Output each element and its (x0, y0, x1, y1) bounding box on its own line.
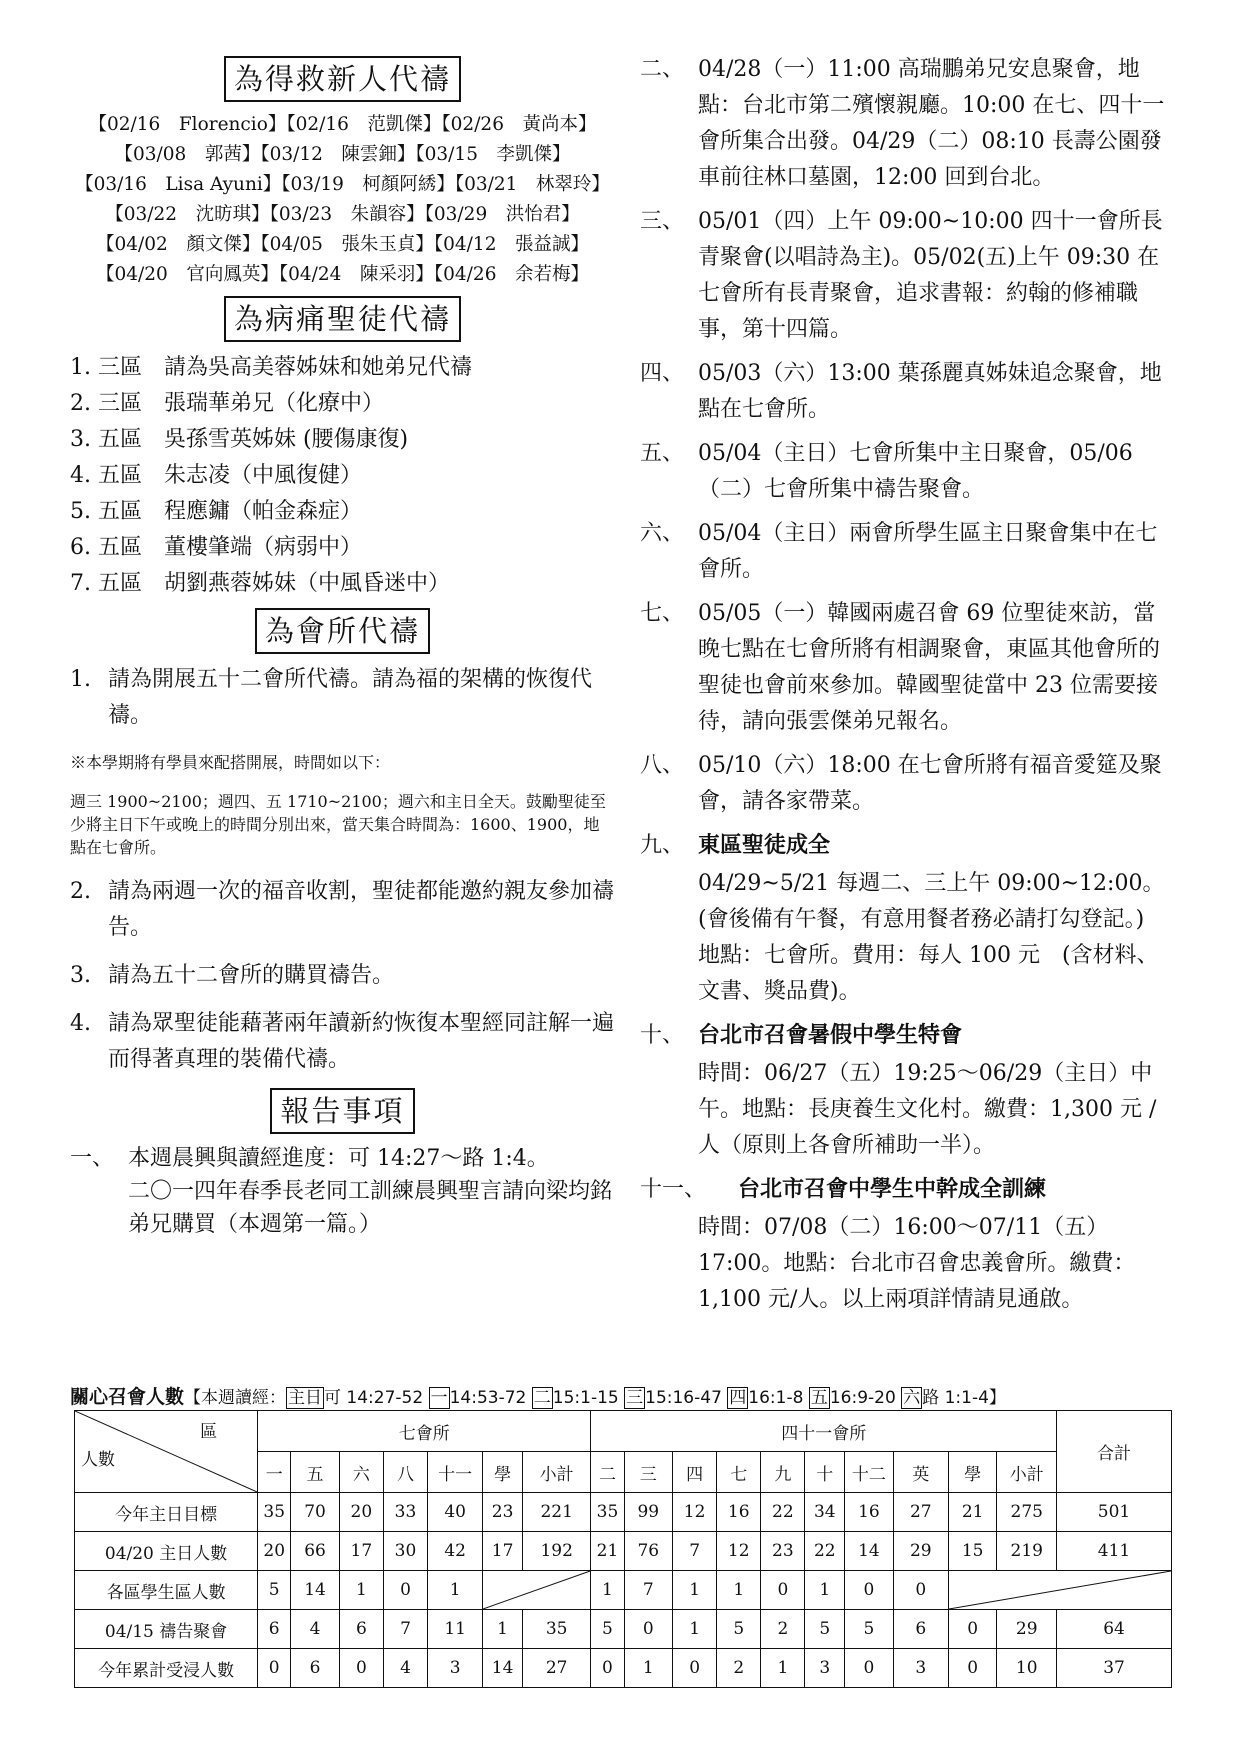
reading-ref: 16:9-20 (829, 1388, 896, 1408)
item-number: 二、 (640, 57, 685, 82)
item-text: 04/28（一）11:00 高瑞鵬弟兄安息聚會，地點：台北市第二殯懷親廳。10:00 在七、四十一會所集合出發。04/29（二）08:10 長壽公園發車前往林口墓園，12:00 回到台北。 (698, 57, 1165, 190)
table-cell: 192 (522, 1532, 590, 1571)
total-header: 合計 (1057, 1411, 1172, 1493)
total-cell: 411 (1057, 1532, 1172, 1571)
reading-day: 五 (810, 1388, 828, 1408)
table-cell: 33 (383, 1493, 427, 1532)
table-cell: 5 (258, 1571, 291, 1610)
announcement (640, 436, 1170, 508)
table-cell: 7 (383, 1610, 427, 1649)
name-line: 【03/16 Lisa Ayuni】【03/19 柯顏阿綉】【03/21 林翠玲】 (75, 174, 610, 195)
table-cell: 34 (805, 1493, 845, 1532)
item-number: 八、 (640, 753, 685, 778)
table-cell: 14 (483, 1649, 523, 1688)
item-text: 請為開展五十二會所代禱。請為福的架構的恢復代禱。 (108, 667, 593, 728)
hall41-header: 四十一會所 (591, 1411, 1057, 1452)
table-cell: 20 (258, 1532, 291, 1571)
hall-note (70, 750, 615, 858)
table-cell: 2 (717, 1649, 761, 1688)
list-item: 5. 五區 程應鏞（帕金森症） (70, 499, 362, 524)
empty-diagonal-cell (948, 1571, 1171, 1610)
table-row (75, 1493, 1172, 1532)
table-cell: 6 (893, 1610, 948, 1649)
table-cell: 3 (428, 1649, 483, 1688)
col-header: 三 (624, 1452, 673, 1493)
hall-title: 為會所代禱 (255, 608, 430, 654)
item-subtext: 二〇一四年春季長老同工訓練晨興聖言請向梁均銘弟兄購買（本週第一篇。） (128, 1179, 613, 1237)
table-cell: 219 (997, 1532, 1057, 1571)
table-cell: 16 (717, 1493, 761, 1532)
item-text: 05/04（主日）兩會所學生區主日聚會集中在七會所。 (698, 521, 1158, 582)
table-cell: 0 (383, 1571, 427, 1610)
cell-diagonal (949, 1571, 1171, 1609)
col-header: 英 (893, 1452, 948, 1493)
item-text: 請為眾聖徒能藉著兩年讀新約恢復本聖經同註解一遍而得著真理的裝備代禱。 (108, 1011, 615, 1072)
item-text: 本週晨興與讀經進度：可 14:27～路 1:4。 (128, 1146, 549, 1171)
item-number: 2. (70, 879, 91, 904)
table-cell: 30 (383, 1532, 427, 1571)
table-cell: 3 (805, 1649, 845, 1688)
table-cell: 29 (893, 1532, 948, 1571)
name-line: 【02/16 Florencio】【02/16 范凱傑】【02/26 黃尚本】 (88, 114, 597, 135)
table-cell: 23 (483, 1493, 523, 1532)
list-item: 3. 五區 吳孫雪英姊妹 (腰傷康復) (70, 427, 409, 452)
item-number: 七、 (640, 601, 685, 626)
table-cell: 0 (624, 1610, 673, 1649)
name-line: 【03/08 郭茜】【03/12 陳雲鈿】【03/15 李凱傑】 (114, 144, 571, 165)
col-header: 二 (591, 1452, 624, 1493)
item-title: 台北市召會暑假中學生特會 (698, 1023, 963, 1048)
name-line: 【04/20 官向鳳英】【04/24 陳采羽】【04/26 余若梅】 (96, 264, 589, 285)
table-cell: 14 (845, 1532, 894, 1571)
row-label: 04/15 禱告聚會 (75, 1610, 258, 1649)
col-header: 十一 (428, 1452, 483, 1493)
stats-caption-suffix: 】 (988, 1388, 1006, 1408)
table-cell: 35 (591, 1493, 624, 1532)
reading-ref: 可 14:27-52 (324, 1388, 424, 1408)
item-text: 時間：06/27（五）19:25～06/29（主日）中午。地點：長庚養生文化村。繳費：1,300 元 /人（原則上各會所補助一半）。 (698, 1061, 1157, 1158)
item-text: 04/29~5/21 每週二、三上午 09:00~12:00。(會後備有午餐，有意用餐者務必請打勾登記。) 地點：七會所。費用：每人 100 元 (含材料、文書、獎品費)。 (698, 871, 1165, 1004)
col-header: 四 (673, 1452, 717, 1493)
table-cell: 5 (845, 1610, 894, 1649)
table-cell: 42 (428, 1532, 483, 1571)
item-text: 05/03（六）13:00 葉孫麗真姊妹追念聚會，地點在七會所。 (698, 361, 1162, 422)
reading-day: 主日 (288, 1388, 323, 1408)
table-cell: 12 (717, 1532, 761, 1571)
reading-day: 一 (430, 1388, 448, 1408)
list-item (70, 874, 615, 946)
table-cell: 1 (591, 1571, 624, 1610)
announcement-11 (640, 1172, 1170, 1318)
reading-ref: 16:1-8 (748, 1388, 804, 1408)
table-row (75, 1532, 1172, 1571)
table-cell: 22 (761, 1493, 805, 1532)
item-title: 東區聖徒成全 (698, 833, 831, 858)
table-row (75, 1571, 1172, 1610)
table-cell: 0 (845, 1649, 894, 1688)
col-header: 七 (717, 1452, 761, 1493)
col-header: 十 (805, 1452, 845, 1493)
left-column (70, 52, 615, 1241)
table-cell: 70 (291, 1493, 340, 1532)
item-number: 三、 (640, 209, 685, 234)
col-header: 八 (383, 1452, 427, 1493)
table-cell: 1 (673, 1571, 717, 1610)
table-cell: 1 (761, 1649, 805, 1688)
name-line: 【03/22 沈昉琪】【03/23 朱韻容】【03/29 洪怡君】 (105, 204, 580, 225)
hall-heading (70, 608, 615, 654)
table-cell: 76 (624, 1532, 673, 1571)
empty-diagonal-cell (483, 1571, 591, 1610)
table-cell: 0 (673, 1649, 717, 1688)
table-cell: 35 (522, 1610, 590, 1649)
table-cell: 15 (948, 1532, 997, 1571)
attendance-table (74, 1410, 1172, 1688)
item-text: 05/01（四）上午 09:00~10:00 四十一會所長青聚會(以唱詩為主)。05/02(五)上午 09:30 在七會所有長青聚會，追求書報：約翰的修補職事，第十四篇。 (698, 209, 1163, 342)
right-column (640, 52, 1170, 1326)
total-cell: 64 (1057, 1610, 1172, 1649)
table-row (75, 1610, 1172, 1649)
col-header: 九 (761, 1452, 805, 1493)
reading-day: 六 (903, 1388, 921, 1408)
col-header: 小計 (522, 1452, 590, 1493)
item-number: 一、 (70, 1146, 115, 1171)
hall-list-cont (70, 874, 615, 1078)
col-header: 一 (258, 1452, 291, 1493)
announcement (640, 204, 1170, 348)
table-cell: 27 (522, 1649, 590, 1688)
table-cell: 1 (717, 1571, 761, 1610)
col-header: 十二 (845, 1452, 894, 1493)
col-header: 六 (339, 1452, 383, 1493)
table-cell: 6 (339, 1610, 383, 1649)
salvation-heading (70, 56, 615, 102)
table-cell: 5 (717, 1610, 761, 1649)
item-text: 05/05（一）韓國兩處召會 69 位聖徒來訪，當晚七點在七會所將有相調聚會，東區其他會所的聖徒也會前來參加。韓國聖徒當中 23 位需要接待，請向張雲傑弟兄報名。 (698, 601, 1161, 734)
list-item (70, 1006, 615, 1078)
list-item: 7. 五區 胡劉燕蓉姊妹（中風昏迷中） (70, 571, 450, 596)
name-line: 【04/02 顏文傑】【04/05 張朱玉貞】【04/12 張益誠】 (96, 234, 589, 255)
list-item: 1. 三區 請為吳高美蓉姊妹和她弟兄代禱 (70, 355, 472, 380)
table-cell: 11 (428, 1610, 483, 1649)
table-cell: 4 (383, 1649, 427, 1688)
table-cell: 221 (522, 1493, 590, 1532)
table-cell: 14 (291, 1571, 340, 1610)
item-title: 台北市召會中學生中幹成全訓練 (738, 1177, 1047, 1202)
total-cell: 501 (1057, 1493, 1172, 1532)
item-text: 請為五十二會所的購買禱告。 (108, 963, 395, 988)
table-cell: 17 (483, 1532, 523, 1571)
reading-day: 三 (626, 1388, 644, 1408)
table-cell: 29 (997, 1610, 1057, 1649)
table-row (75, 1649, 1172, 1688)
item-number: 4. (70, 1011, 91, 1036)
item-text: 05/04（主日）七會所集中主日聚會，05/06（二）七會所集中禱告聚會。 (698, 441, 1133, 502)
total-cell: 37 (1057, 1649, 1172, 1688)
sick-title: 為病痛聖徒代禱 (224, 296, 461, 342)
reading-day: 四 (729, 1388, 747, 1408)
list-item: 2. 三區 張瑞華弟兄（化療中） (70, 391, 384, 416)
table-cell: 0 (761, 1571, 805, 1610)
item-text: 05/10（六）18:00 在七會所將有福音愛筵及聚會，請各家帶菜。 (698, 753, 1162, 814)
item-number: 六、 (640, 521, 685, 546)
table-cell: 6 (258, 1610, 291, 1649)
table-cell: 0 (591, 1649, 624, 1688)
reading-ref: 15:1-15 (552, 1388, 619, 1408)
corner-cell (75, 1411, 258, 1493)
table-cell: 35 (258, 1493, 291, 1532)
col-header: 學 (948, 1452, 997, 1493)
item-number: 九、 (640, 833, 685, 858)
table-cell: 0 (258, 1649, 291, 1688)
table-cell: 1 (428, 1571, 483, 1610)
item-number: 3. (70, 963, 91, 988)
reading-ref: 14:53-72 (449, 1388, 527, 1408)
hall-list (70, 662, 615, 734)
stats-caption-title: 關心召會人數 (70, 1386, 185, 1408)
table-cell: 7 (624, 1571, 673, 1610)
reading-day: 二 (533, 1388, 551, 1408)
table-cell: 0 (339, 1649, 383, 1688)
hall-note-2: 週三 1900~2100；週四、五 1710~2100；週六和主日全天。鼓勵聖徒至少將主日下午或晚上的時間分別出來，當天集合時間為：1600、1900，地點在七會所。 (70, 792, 606, 857)
announcement (640, 516, 1170, 588)
corner-bottom: 人數 (81, 1450, 115, 1470)
sick-list (70, 350, 615, 602)
announcement (640, 356, 1170, 428)
reading-ref: 15:16-47 (645, 1388, 722, 1408)
table-cell: 275 (997, 1493, 1057, 1532)
table-cell: 7 (673, 1532, 717, 1571)
table-cell: 40 (428, 1493, 483, 1532)
table-cell: 23 (761, 1532, 805, 1571)
table-cell: 4 (291, 1610, 340, 1649)
table-cell: 0 (948, 1649, 997, 1688)
table-cell: 1 (339, 1571, 383, 1610)
item-number: 十、 (640, 1023, 685, 1048)
list-item: 6. 五區 董樓肇端（病弱中） (70, 535, 362, 560)
table-header-row (75, 1411, 1172, 1452)
table-cell: 17 (339, 1532, 383, 1571)
table-cell: 6 (291, 1649, 340, 1688)
table-cell: 3 (893, 1649, 948, 1688)
cell-diagonal (483, 1571, 590, 1609)
item-number: 十一、 (640, 1177, 707, 1202)
table-cell: 21 (591, 1532, 624, 1571)
table-body (75, 1493, 1172, 1688)
table-cell: 21 (948, 1493, 997, 1532)
table-cell: 99 (624, 1493, 673, 1532)
salvation-title: 為得救新人代禱 (224, 56, 461, 102)
item-number: 五、 (640, 441, 685, 466)
table-cell: 27 (893, 1493, 948, 1532)
table-cell: 5 (591, 1610, 624, 1649)
announcement (640, 52, 1170, 196)
table-cell: 20 (339, 1493, 383, 1532)
reading-ref: 路 1:1-4 (922, 1388, 989, 1408)
item-number: 四、 (640, 361, 685, 386)
hall7-header: 七會所 (258, 1411, 591, 1452)
announcement-10 (640, 1018, 1170, 1164)
stats-caption-prefix: 【本週讀經： (184, 1388, 287, 1408)
col-header: 小計 (997, 1452, 1057, 1493)
table-cell: 1 (673, 1610, 717, 1649)
table-cell: 66 (291, 1532, 340, 1571)
table-cell: 1 (483, 1610, 523, 1649)
item-text: 時間：07/08（二）16:00～07/11（五）17:00。地點：台北市召會忠義會所。繳費：1,100 元/人。以上兩項詳情請見通啟。 (698, 1215, 1136, 1312)
col-header: 五 (291, 1452, 340, 1493)
salvation-names (70, 110, 615, 290)
sick-heading (70, 296, 615, 342)
report-title: 報告事項 (270, 1088, 414, 1134)
hall-note-1: ※本學期將有學員來配搭開展，時間如以下： (70, 753, 391, 772)
announcement (640, 596, 1170, 740)
list-item: 4. 五區 朱志凌（中風復健） (70, 463, 362, 488)
corner-top: 區 (200, 1422, 218, 1442)
stats-caption (70, 1382, 1006, 1409)
list-item (70, 662, 615, 734)
table-cell: 2 (761, 1610, 805, 1649)
table-cell: 0 (845, 1571, 894, 1610)
table-cell: 0 (948, 1610, 997, 1649)
table-cell: 16 (845, 1493, 894, 1532)
table-cell: 12 (673, 1493, 717, 1532)
item-text: 請為兩週一次的福音收割，聖徒都能邀約親友參加禱告。 (108, 879, 615, 940)
table-cell: 1 (805, 1571, 845, 1610)
table-cell: 22 (805, 1532, 845, 1571)
table-cell: 10 (997, 1649, 1057, 1688)
row-label: 今年累計受浸人數 (75, 1649, 258, 1688)
report-item-1 (70, 1142, 615, 1241)
row-label: 今年主日目標 (75, 1493, 258, 1532)
table-cell: 5 (805, 1610, 845, 1649)
table-cell: 1 (624, 1649, 673, 1688)
list-item (70, 958, 615, 994)
row-label: 各區學生區人數 (75, 1571, 258, 1610)
col-header: 學 (483, 1452, 523, 1493)
row-label: 04/20 主日人數 (75, 1532, 258, 1571)
table-cell: 0 (893, 1571, 948, 1610)
announcement (640, 748, 1170, 820)
announcement-9 (640, 828, 1170, 1010)
item-number: 1. (70, 667, 91, 692)
report-heading (70, 1088, 615, 1134)
